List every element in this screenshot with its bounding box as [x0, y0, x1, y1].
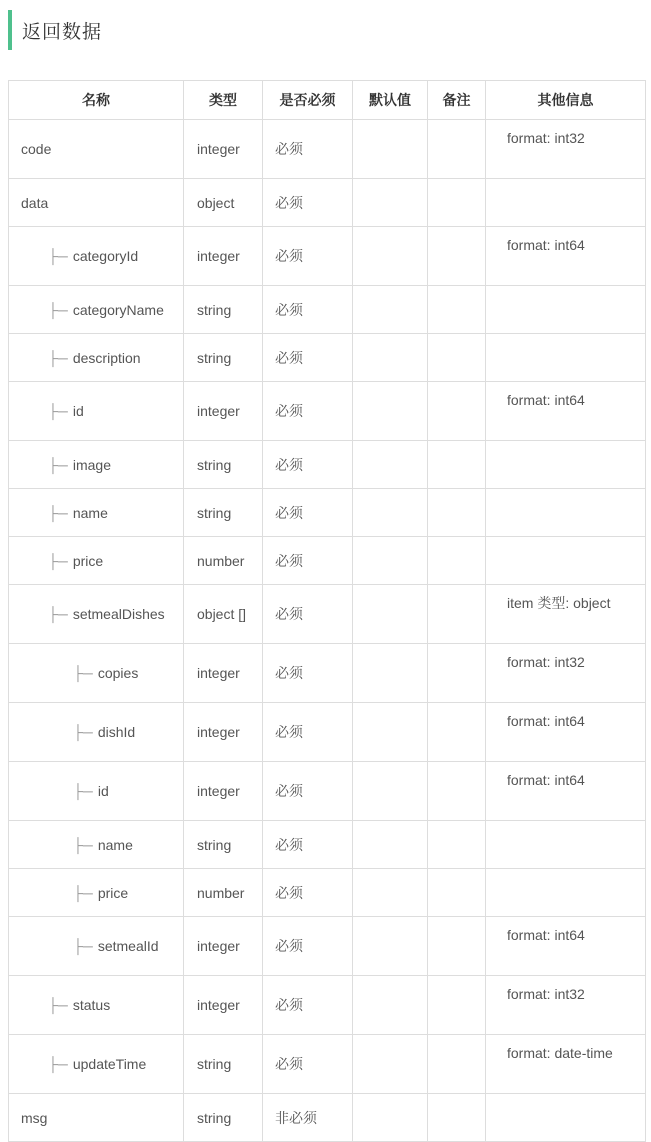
field-required-cell: 必须: [263, 489, 353, 537]
tree-branch-icon: ├─: [48, 606, 68, 622]
field-type-cell: string: [184, 821, 263, 869]
column-header-type: 类型: [184, 81, 263, 120]
table-row: [9, 585, 646, 644]
tree-branch-icon: ├─: [48, 248, 68, 264]
table-row: [9, 762, 646, 821]
field-extra-cell: [486, 869, 646, 917]
field-name-cell: [9, 489, 184, 537]
field-name: image: [72, 456, 111, 473]
column-header-name: 名称: [9, 81, 184, 120]
field-default-cell: [353, 120, 428, 179]
field-type-cell: string: [184, 334, 263, 382]
field-type-cell: integer: [184, 976, 263, 1035]
column-header-remark: 备注: [428, 81, 486, 120]
field-default-cell: [353, 382, 428, 441]
field-required-cell: 必须: [263, 703, 353, 762]
field-remark-cell: [428, 869, 486, 917]
table-row: [9, 976, 646, 1035]
field-remark-cell: [428, 703, 486, 762]
field-name-cell: [9, 227, 184, 286]
table-row: [9, 334, 646, 382]
field-required-cell: 必须: [263, 120, 353, 179]
table-row: [9, 1035, 646, 1094]
field-default-cell: [353, 1094, 428, 1142]
field-name-cell: [9, 382, 184, 441]
field-name-cell: [9, 179, 184, 227]
column-header-default: 默认值: [353, 81, 428, 120]
field-required-cell: 必须: [263, 179, 353, 227]
field-extra-cell: format: int64: [486, 917, 646, 976]
field-extra-cell: format: date-time: [486, 1035, 646, 1094]
tree-branch-icon: ├─: [48, 1056, 68, 1072]
field-remark-cell: [428, 644, 486, 703]
table-row: [9, 286, 646, 334]
field-extra-cell: [486, 286, 646, 334]
field-type-cell: object: [184, 179, 263, 227]
field-type-cell: number: [184, 537, 263, 585]
field-required-cell: 必须: [263, 644, 353, 703]
field-name-cell: [9, 869, 184, 917]
field-name: msg: [21, 1109, 48, 1126]
field-required-cell: 必须: [263, 227, 353, 286]
field-name: name: [97, 836, 133, 853]
field-extra-cell: [486, 1094, 646, 1142]
field-name-cell: [9, 334, 184, 382]
field-extra-cell: [486, 179, 646, 227]
table-row: [9, 821, 646, 869]
table-row: [9, 703, 646, 762]
field-remark-cell: [428, 537, 486, 585]
table-row: [9, 1094, 646, 1142]
field-remark-cell: [428, 227, 486, 286]
table-row: [9, 917, 646, 976]
api-table-body: [9, 120, 646, 1142]
field-name-cell: [9, 1094, 184, 1142]
field-name: setmealId: [97, 938, 159, 954]
table-row: [9, 869, 646, 917]
field-extra-cell: [486, 489, 646, 537]
field-name: name: [72, 504, 108, 521]
field-name: description: [72, 349, 141, 366]
field-remark-cell: [428, 821, 486, 869]
field-default-cell: [353, 179, 428, 227]
field-default-cell: [353, 703, 428, 762]
field-name: id: [72, 403, 84, 419]
field-name: copies: [97, 665, 139, 681]
tree-branch-icon: ├─: [73, 724, 93, 740]
field-type-cell: integer: [184, 703, 263, 762]
field-name: updateTime: [72, 1056, 147, 1072]
field-type-cell: string: [184, 441, 263, 489]
field-default-cell: [353, 762, 428, 821]
field-type-cell: string: [184, 286, 263, 334]
field-name: categoryId: [72, 248, 139, 264]
field-name-cell: [9, 441, 184, 489]
field-extra-cell: format: int64: [486, 703, 646, 762]
field-required-cell: 必须: [263, 382, 353, 441]
field-required-cell: 必须: [263, 869, 353, 917]
field-type-cell: integer: [184, 917, 263, 976]
tree-branch-icon: ├─: [73, 665, 93, 681]
field-remark-cell: [428, 286, 486, 334]
field-required-cell: 必须: [263, 917, 353, 976]
tree-branch-icon: ├─: [48, 349, 68, 366]
column-header-required: 是否必须: [263, 81, 353, 120]
field-name: setmealDishes: [72, 606, 165, 622]
field-type-cell: integer: [184, 120, 263, 179]
field-name-cell: [9, 821, 184, 869]
field-default-cell: [353, 917, 428, 976]
field-required-cell: 必须: [263, 976, 353, 1035]
field-extra-cell: format: int64: [486, 227, 646, 286]
field-required-cell: 必须: [263, 286, 353, 334]
field-name: status: [72, 997, 111, 1013]
tree-branch-icon: ├─: [73, 783, 93, 799]
field-name: dishId: [97, 724, 136, 740]
table-row: [9, 644, 646, 703]
field-required-cell: 必须: [263, 334, 353, 382]
field-name-cell: [9, 703, 184, 762]
field-extra-cell: item 类型: object: [486, 585, 646, 644]
table-row: [9, 537, 646, 585]
tree-branch-icon: ├─: [48, 456, 68, 473]
field-type-cell: integer: [184, 762, 263, 821]
field-extra-cell: format: int32: [486, 644, 646, 703]
table-row: [9, 382, 646, 441]
field-name: id: [97, 783, 109, 799]
field-type-cell: number: [184, 869, 263, 917]
field-remark-cell: [428, 976, 486, 1035]
tree-branch-icon: ├─: [48, 997, 68, 1013]
table-row: [9, 227, 646, 286]
field-extra-cell: [486, 334, 646, 382]
field-name-cell: [9, 976, 184, 1035]
field-required-cell: 必须: [263, 441, 353, 489]
field-name: data: [21, 194, 49, 211]
field-type-cell: integer: [184, 227, 263, 286]
column-header-extra: 其他信息: [486, 81, 646, 120]
field-required-cell: 必须: [263, 585, 353, 644]
field-name-cell: [9, 537, 184, 585]
tree-branch-icon: ├─: [48, 504, 68, 521]
tree-branch-icon: ├─: [48, 403, 68, 419]
field-name: categoryName: [72, 301, 164, 318]
field-extra-cell: format: int32: [486, 120, 646, 179]
field-required-cell: 非必须: [263, 1094, 353, 1142]
field-remark-cell: [428, 382, 486, 441]
field-remark-cell: [428, 334, 486, 382]
tree-branch-icon: ├─: [48, 301, 68, 318]
field-name-cell: [9, 120, 184, 179]
field-remark-cell: [428, 585, 486, 644]
field-name: price: [97, 884, 129, 901]
field-extra-cell: format: int32: [486, 976, 646, 1035]
table-header-row: [9, 81, 646, 120]
field-extra-cell: format: int64: [486, 382, 646, 441]
field-default-cell: [353, 869, 428, 917]
field-required-cell: 必须: [263, 762, 353, 821]
field-remark-cell: [428, 762, 486, 821]
field-name-cell: [9, 1035, 184, 1094]
field-type-cell: string: [184, 1035, 263, 1094]
field-extra-cell: [486, 441, 646, 489]
table-row: [9, 120, 646, 179]
field-default-cell: [353, 821, 428, 869]
field-default-cell: [353, 441, 428, 489]
field-required-cell: 必须: [263, 821, 353, 869]
field-default-cell: [353, 585, 428, 644]
field-remark-cell: [428, 441, 486, 489]
field-name-cell: [9, 762, 184, 821]
tree-branch-icon: ├─: [73, 836, 93, 853]
table-row: [9, 179, 646, 227]
field-remark-cell: [428, 1035, 486, 1094]
field-default-cell: [353, 976, 428, 1035]
field-type-cell: integer: [184, 382, 263, 441]
field-default-cell: [353, 1035, 428, 1094]
field-name-cell: [9, 644, 184, 703]
tree-branch-icon: ├─: [73, 938, 93, 954]
tree-branch-icon: ├─: [73, 884, 93, 901]
field-remark-cell: [428, 489, 486, 537]
tree-branch-icon: ├─: [48, 552, 68, 569]
field-remark-cell: [428, 179, 486, 227]
field-required-cell: 必须: [263, 537, 353, 585]
field-extra-cell: [486, 537, 646, 585]
field-default-cell: [353, 644, 428, 703]
field-name-cell: [9, 585, 184, 644]
response-schema-table: [8, 80, 646, 1142]
field-extra-cell: [486, 821, 646, 869]
field-type-cell: string: [184, 1094, 263, 1142]
field-remark-cell: [428, 120, 486, 179]
field-name-cell: [9, 286, 184, 334]
field-default-cell: [353, 227, 428, 286]
table-row: [9, 441, 646, 489]
field-remark-cell: [428, 1094, 486, 1142]
field-default-cell: [353, 489, 428, 537]
field-default-cell: [353, 334, 428, 382]
field-remark-cell: [428, 917, 486, 976]
field-name: code: [21, 141, 52, 157]
field-type-cell: integer: [184, 644, 263, 703]
field-name-cell: [9, 917, 184, 976]
field-default-cell: [353, 286, 428, 334]
field-default-cell: [353, 537, 428, 585]
field-type-cell: object []: [184, 585, 263, 644]
section-header: [8, 10, 651, 50]
table-row: [9, 489, 646, 537]
field-extra-cell: format: int64: [486, 762, 646, 821]
page-title: 返回数据: [22, 21, 103, 43]
field-type-cell: string: [184, 489, 263, 537]
field-required-cell: 必须: [263, 1035, 353, 1094]
field-name: price: [72, 552, 104, 569]
